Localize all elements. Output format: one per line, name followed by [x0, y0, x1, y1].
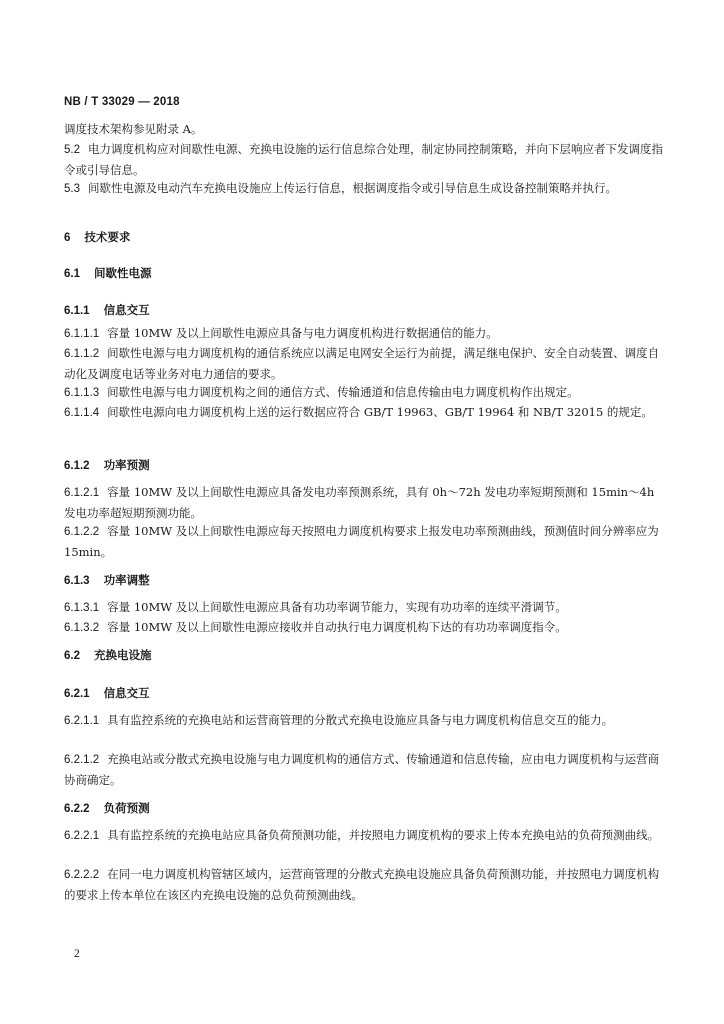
standard-code-header: NB / T 33029 — 2018: [64, 96, 180, 108]
clause-number: 6.1.1.2: [64, 348, 100, 360]
heading-text: 信息交互: [103, 686, 150, 700]
clause-6-2-1-2: [64, 750, 664, 790]
section-heading-6-1-1: [64, 301, 664, 322]
clause-number: 6.2.2.1: [64, 830, 100, 842]
section-heading-6-1-2: [64, 456, 664, 477]
section-heading-6-2: [64, 646, 664, 667]
clause-text: 间歇性电源及电动汽车充换电设施应上传运行信息，根据调度指令或引导信息生成设备控制策略并执行。: [88, 181, 617, 195]
heading-text: 技术要求: [84, 230, 131, 244]
clause-number: 6.2.2.2: [64, 869, 100, 881]
clause-6-1-1-2: [64, 344, 664, 384]
clause-text: 容量 10MW 及以上间歇性电源应具备有功功率调节能力，实现有功功率的连续平滑调节。: [107, 600, 567, 614]
clause-number: 6.1.1.3: [64, 387, 100, 399]
clause-number: 6.1.3.1: [64, 602, 100, 614]
paragraph-text: 调度技术架构参见附录 A。: [64, 122, 203, 136]
clause-text: 间歇性电源与电力调度机构之间的通信方式、传输通道和信息传输由电力调度机构作出规定。: [107, 385, 579, 399]
section-heading-6-1-3: [64, 571, 664, 592]
clause-number: 6.1.2.1: [64, 487, 100, 499]
clause-6-1-3-2: [64, 618, 664, 639]
section-heading-6-2-2: [64, 799, 664, 820]
heading-number: 6.1.1: [64, 305, 90, 317]
clause-6-1-1-4: [64, 403, 664, 424]
heading-number: 6.1.2: [64, 460, 90, 472]
clause-text: 容量 10MW 及以上间歇性电源应接收并自动执行电力调度机构下达的有功功率调度指令。: [107, 620, 567, 634]
clause-6-1-1-3: [64, 383, 664, 404]
clause-5-2: [64, 140, 664, 180]
heading-text: 信息交互: [103, 303, 150, 317]
clause-text: 具有监控系统的充换电站和运营商管理的分散式充换电设施应具备与电力调度机构信息交互的能力。: [107, 713, 614, 727]
clause-text: 在同一电力调度机构管辖区域内，运营商管理的分散式充换电设施应具备负荷预测功能，并按照电力调度机构的要求上传本单位在该区内充换电设施的总负荷预测曲线。: [64, 867, 660, 902]
clause-number: 5.2: [64, 144, 80, 156]
clause-6-1-2-1: [64, 483, 664, 523]
heading-number: 6.2: [64, 650, 80, 662]
clause-number: 6.1.2.2: [64, 526, 100, 538]
clause-number: 6.1.1.4: [64, 407, 100, 419]
heading-text: 功率预测: [103, 458, 150, 472]
heading-number: 6.1: [64, 268, 80, 280]
clause-5-3: [64, 179, 664, 200]
heading-number: 6: [64, 232, 71, 244]
clause-text: 容量 10MW 及以上间歇性电源应每天按照电力调度机构要求上报发电功率预测曲线，预测值时间分辨率应为 15min。: [64, 524, 659, 559]
clause-number: 6.2.1.1: [64, 715, 100, 727]
heading-text: 间歇性电源: [94, 266, 152, 280]
heading-number: 6.2.2: [64, 803, 90, 815]
heading-text: 功率调整: [103, 573, 150, 587]
clause-6-2-1-1: [64, 711, 664, 732]
heading-text: 负荷预测: [103, 801, 150, 815]
clause-text: 间歇性电源向电力调度机构上送的运行数据应符合 GB/T 19963、GB/T 19964 和 NB/T 32015 的规定。: [107, 405, 653, 419]
clause-6-1-3-1: [64, 598, 664, 619]
heading-number: 6.2.1: [64, 688, 90, 700]
clause-6-1-2-2: [64, 522, 664, 562]
clause-number: 6.1.1.1: [64, 328, 100, 340]
clause-text: 容量 10MW 及以上间歇性电源应具备发电功率预测系统，具有 0h～72h 发电功率短期预测和 15min～4h 发电功率超短期预测功能。: [64, 485, 655, 520]
clause-text: 充换电站或分散式充换电设施与电力调度机构的通信方式、传输通道和信息传输，应由电力调度机构与运营商协商确定。: [64, 752, 660, 787]
section-heading-6-1: [64, 264, 664, 285]
page-number: 2: [74, 948, 80, 960]
clause-text: 电力调度机构应对间歇性电源、充换电设施的运行信息综合处理，制定协同控制策略，并向下层响应者下发调度指令或引导信息。: [64, 142, 663, 177]
clause-text: 具有监控系统的充换电站应具备负荷预测功能，并按照电力调度机构的要求上传本充换电站的负荷预测曲线。: [107, 828, 660, 842]
clause-number: 6.1.3.2: [64, 622, 100, 634]
heading-text: 充换电设施: [94, 648, 152, 662]
clause-6-1-1-1: [64, 324, 664, 345]
clause-6-2-2-2: [64, 865, 664, 905]
clause-text: 容量 10MW 及以上间歇性电源应具备与电力调度机构进行数据通信的能力。: [107, 326, 498, 340]
heading-number: 6.1.3: [64, 575, 90, 587]
section-heading-6-2-1: [64, 684, 664, 705]
paragraph-annex-reference: [64, 120, 664, 140]
clause-6-2-2-1: [64, 826, 664, 847]
section-heading-6: [64, 228, 664, 249]
clause-text: 间歇性电源与电力调度机构的通信系统应以满足电网安全运行为前提，满足继电保护、安全自动装置、调度自动化及调度电话等业务对电力通信的要求。: [64, 346, 660, 381]
clause-number: 5.3: [64, 183, 80, 195]
clause-number: 6.2.1.2: [64, 754, 100, 766]
